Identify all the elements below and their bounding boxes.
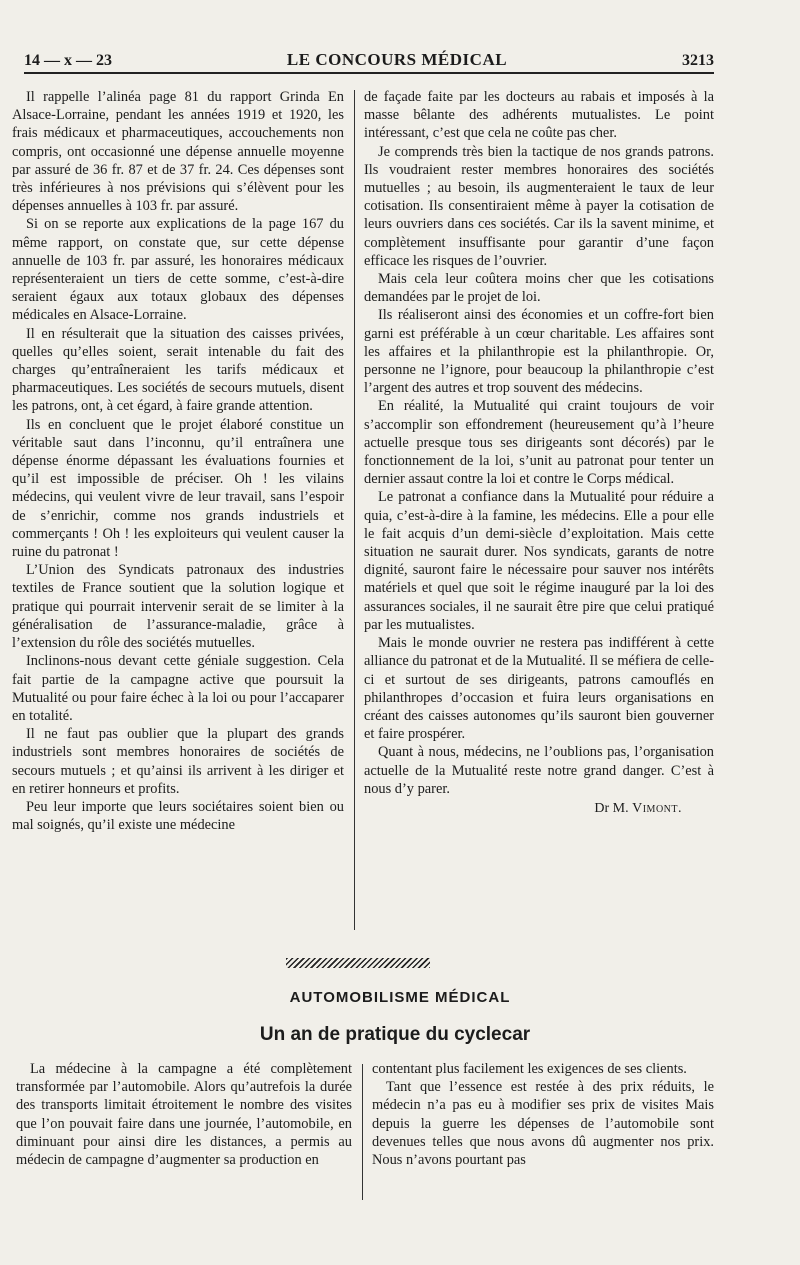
column-divider [354, 90, 355, 930]
section-ornament [286, 958, 430, 968]
right-column-top [364, 88, 714, 818]
journal-title: LE CONCOURS MÉDICAL [286, 50, 508, 69]
author-signature [364, 800, 714, 818]
article-title: Un an de pratique du cyclecar [259, 1024, 531, 1045]
left-column-bottom [16, 1060, 352, 1169]
right-column-bottom [372, 1060, 714, 1169]
paragraph: L’Union des Syndicats patronaux des industries textiles de France soutient que la solution logique et pratique qui pourrait intervenir serait de se limiter à la généralisation de l’assurance-maladie, grâce à l’extension du rôle des sociétés mutuelles. [12, 562, 344, 652]
signature-name: Vimont. [632, 800, 682, 816]
signature-prefix: Dr M. [594, 800, 633, 816]
running-head [24, 42, 714, 70]
page-number: 3213 [681, 52, 714, 69]
paragraph: Peu leur importe que leurs sociétaires soient bien ou mal soignés, qu’il existe une médecine [12, 798, 344, 834]
paragraph: Il en résulterait que la situation des caisses privées, quelles qu’elles soient, serait intenable du fait des charges qu’entraîneraient les tarifs médicaux et pharmaceutiques. Les sociétés de secours mutuels, disent les patrons, ont, à cet égard, à faire grande attention. [12, 325, 344, 415]
column-divider [362, 1064, 363, 1200]
paragraph: Je comprends très bien la tactique de nos grands patrons. Ils voudraient rester membres honoraires des sociétés mutuelles ; au besoin, ils augmenteraient le taux de leur cotisation. Ils consentiraient même à payer la cotisation de leurs ouvriers dans ces sociétés. Car ils la savent minime, et complètement insuffisante pour garantir d’une façon efficace les risques de l’ouvrier. [364, 143, 714, 269]
paragraph: Tant que l’essence est restée à des prix réduits, le médecin n’a pas eu à modifier ses prix de visites Mais depuis la guerre les dépenses de l’automobile sont devenues telles que nous avons dû augmenter nos prix. Nous n’avons pourtant pas [372, 1079, 714, 1169]
left-column-top [12, 88, 344, 834]
paragraph: Ils en concluent que le projet élaboré constitue un véritable saut dans l’inconnu, qu’il entraînera une dépense énorme dépassant les évaluations fournies et qu’il est impossible de préciser. Oh ! les vilains médecins, qui veulent vivre de leur travail, sans l’espoir de s’enrichir, comme nos grands industriels et commerçants ! Oh ! les exploiteurs qui veulent causer la ruine du patronat ! [12, 416, 344, 561]
paragraph: Si on se reporte aux explications de la page 167 du même rapport, on constate que, sur cette dépense annuelle de 103 fr. par assuré, les honoraires médicaux représenteraient un tiers de cette somme, c’est-à-dire seraient égaux aux totaux globaux des dépenses médicales en Alsace-Lorraine. [12, 216, 344, 324]
paragraph: de façade faite par les docteurs au rabais et imposés à la masse bêlante des adhérents mutualistes. Le point intéressant, c’est que cela ne coûte pas cher. [364, 89, 714, 142]
paragraph: Inclinons-nous devant cette géniale suggestion. Cela fait partie de la campagne active que poursuit la Mutualité ou pour faire échec à la loi ou pour l’accaparer en totalité. [12, 653, 344, 724]
paragraph: Ils réaliseront ainsi des économies et un coffre-fort bien garni est préférable à un cœur charitable. Les affaires sont les affaires et la philanthropie est la philanthropie. Or, personne ne l’ignore, pour beaucoup la philanthropie c’est l’argent des autres et trop souvent des médecins. [364, 307, 714, 397]
header-rule [24, 72, 714, 74]
paragraph: Il ne faut pas oublier que la plupart des grands industriels sont membres honoraires de sociétés de secours mutuels ; et qu’ainsi ils arrivent à les diriger et en retirer honneurs et profits. [12, 726, 344, 797]
paragraph: Il rappelle l’alinéa page 81 du rapport Grinda En Alsace-Lorraine, pendant les années 1919 et 1920, les frais médicaux et pharmaceutiques, accouchements non compris, ont occasionné une dépense annuelle moyenne par assuré de 36 fr. 87 et de 37 fr. 24. Ces dépenses sont très inférieures à nos prévisions qui s’élèvent pour les dépenses annuelles à 103 fr. par assuré. [12, 89, 344, 215]
paragraph: Le patronat a confiance dans la Mutualité pour réduire a quia, c’est-à-dire à la famine, les médecins. Elle a pour elle le fait acquis d’un demi-siècle d’exploitation. Mais cette situation ne saurait durer. Nos syndicats, garants de notre dignité, sauront faire le nécessaire pour sauver nos intérêts matériels et quel que soit le régime inauguré par la loi des assurances sociales, il ne saurait être pire que celui pratiqué par les mutualistes. [364, 489, 714, 633]
paragraph: Mais cela leur coûtera moins cher que les cotisations demandées par le projet de loi. [364, 271, 714, 306]
paragraph: La médecine à la campagne a été complètement transformée par l’automobile. Alors qu’autrefois la durée des transports limitait étroitement le nombre des visites que l’on pouvait faire dans une journée, l’automobile, en diminuant pour ainsi dire les distances, a permis au médecin de campagne d’augmenter sa production en [16, 1061, 352, 1169]
section-title: AUTOMOBILISME MÉDICAL [289, 989, 511, 1006]
paragraph: contentant plus facilement les exigences de ses clients. [372, 1061, 687, 1077]
paragraph: Mais le monde ouvrier ne restera pas indifférent à cette alliance du patronat et de la Mutualité. Il se méfiera de celle-ci et surtout de ses dirigeants, patrons camouflés en philanthropes d’occasion et fuira leurs organisations en créant des caisses autonomes qu’ils sauront bien gouverner et faire prospérer. [364, 635, 715, 743]
paragraph: En réalité, la Mutualité qui craint toujours de voir s’accomplir son effondrement (heureusement qu’à l’heure actuelle presque tous ses dirigeants sont décorés) par le fonctionnement de la loi, s’unit au patronat pour tenter un dernier assaut contre la loi et contre le Corps médical. [364, 398, 714, 488]
paragraph: Quant à nous, médecins, ne l’oublions pas, l’organisation actuelle de la Mutualité reste notre grand danger. C’est à nous d’y parer. [364, 744, 714, 797]
issue-date: 14 — x — 23 [24, 52, 112, 69]
